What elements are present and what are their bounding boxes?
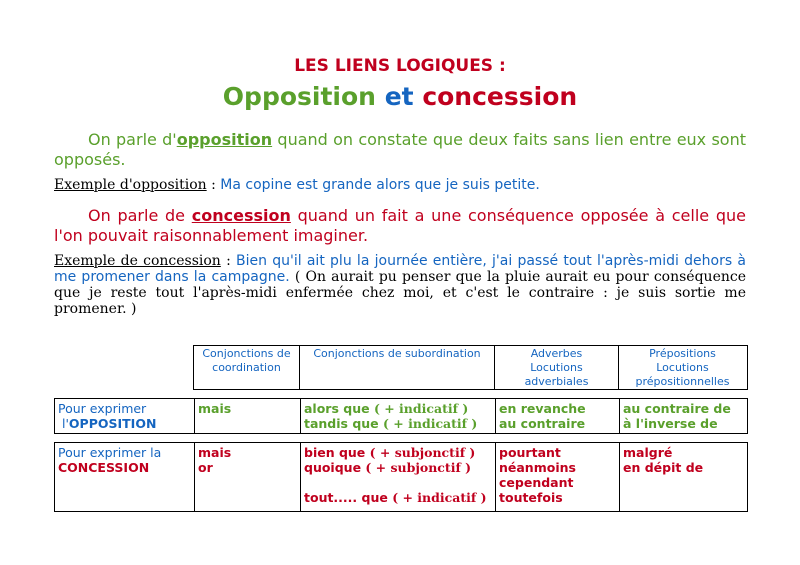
concession-subord-3: tout..... que <box>304 490 388 505</box>
opposition-coord: mais <box>194 399 300 433</box>
concession-prep-1: malgré <box>623 445 673 460</box>
table-header-row <box>193 345 748 390</box>
concession-adv-4: toutefois <box>499 490 563 505</box>
concession-example-label: Exemple de concession <box>54 253 221 269</box>
opposition-prep-2: à l'inverse de <box>623 416 718 431</box>
concession-def-end: quand un fait a une conséquence opposée à celle que l'on pouvait raisonnablement imaginer. <box>54 206 746 245</box>
page-subtitle <box>0 82 800 111</box>
opposition-example <box>54 177 746 193</box>
opposition-subord-2-note: ( + indicatif ) <box>378 416 478 431</box>
opposition-label-keyword: OPPOSITION <box>68 416 157 431</box>
concession-coord <box>194 443 300 511</box>
concession-coord-2: or <box>198 460 213 475</box>
header-prep-title: Prépositions <box>649 347 716 360</box>
concession-subord-1: bien que <box>304 445 366 460</box>
opposition-adv-1: en revanche <box>499 401 586 416</box>
concession-example-note: ( On aurait pu penser que la pluie aurait eu pour conséquence que je reste tout l'après-midi enfermée chez moi, et c'est le contraire : je suis sortie me promener. ) <box>54 269 746 317</box>
opposition-example-sep: : <box>206 177 221 193</box>
concession-keyword: concession <box>191 206 291 225</box>
opposition-prep-1: au contraire de <box>623 401 731 416</box>
opposition-subord-2: tandis que <box>304 416 379 431</box>
opposition-row-label <box>55 399 194 433</box>
concession-label-keyword: CONCESSION <box>58 460 150 475</box>
opposition-adv-2: au contraire <box>499 416 586 431</box>
concession-example-text: Bien qu'il ait plu la journée entière, j'ai passé tout l'après-midi dehors à me promener dans la campagne. <box>54 253 746 285</box>
title-word-concession: concession <box>422 82 578 111</box>
concession-adv-3: cependant <box>499 475 574 490</box>
concession-subord <box>300 443 495 511</box>
opposition-subord <box>300 399 495 433</box>
header-subordination: Conjonctions de subordination <box>299 346 494 389</box>
opposition-keyword: opposition <box>176 130 273 149</box>
header-prepositions <box>618 346 746 389</box>
concession-adv-2: néanmoins <box>499 460 576 475</box>
concession-example <box>54 253 746 317</box>
header-coordination: Conjonctions de coordination <box>202 347 291 374</box>
concession-label-line1: Pour exprimer la <box>58 445 162 460</box>
concession-prepositions <box>619 443 747 511</box>
header-adverbes <box>494 346 618 389</box>
concession-subord-3-note: ( + indicatif ) <box>387 490 487 505</box>
title-word-et: et <box>384 82 414 111</box>
concession-definition <box>54 206 746 246</box>
concession-subord-2: quoique <box>304 460 362 475</box>
opposition-label-prefix: l' <box>61 416 69 431</box>
header-adverbes-loc: Locutions adverbiales <box>524 361 589 388</box>
opposition-example-text: Ma copine est grande alors que je suis petite. <box>220 177 540 193</box>
opposition-prepositions <box>619 399 747 433</box>
opposition-subord-1: alors que <box>304 401 370 416</box>
header-adverbes-title: Adverbes <box>530 347 583 360</box>
opposition-subord-1-note: ( + indicatif ) <box>369 401 469 416</box>
concession-adv-1: pourtant <box>499 445 561 460</box>
concession-example-sep: : <box>220 253 237 269</box>
opposition-adverbes <box>495 399 619 433</box>
opposition-label-line1: Pour exprimer <box>58 401 147 416</box>
concession-coord-1: mais <box>198 445 232 460</box>
header-prep-loc: Locutions prépositionnelles <box>635 361 730 388</box>
opposition-def-end: quand on constate que deux faits sans lien entre eux sont opposés. <box>54 130 746 169</box>
table-row-opposition <box>54 398 748 434</box>
concession-def-start: On parle de <box>88 206 192 225</box>
title-word-opposition: Opposition <box>222 82 376 111</box>
opposition-definition <box>54 130 746 170</box>
concession-adverbes <box>495 443 619 511</box>
opposition-example-label: Exemple d'opposition <box>54 177 207 193</box>
concession-subord-1-note: ( + subjonctif ) <box>365 445 476 460</box>
page-title: LES LIENS LOGIQUES : <box>294 56 506 76</box>
concession-row-label <box>55 443 194 511</box>
concession-prep-2: en dépit de <box>623 460 704 475</box>
concession-subord-2-note: ( + subjonctif ) <box>361 460 472 475</box>
table-row-concession <box>54 442 748 512</box>
opposition-def-start: On parle d' <box>88 130 177 149</box>
